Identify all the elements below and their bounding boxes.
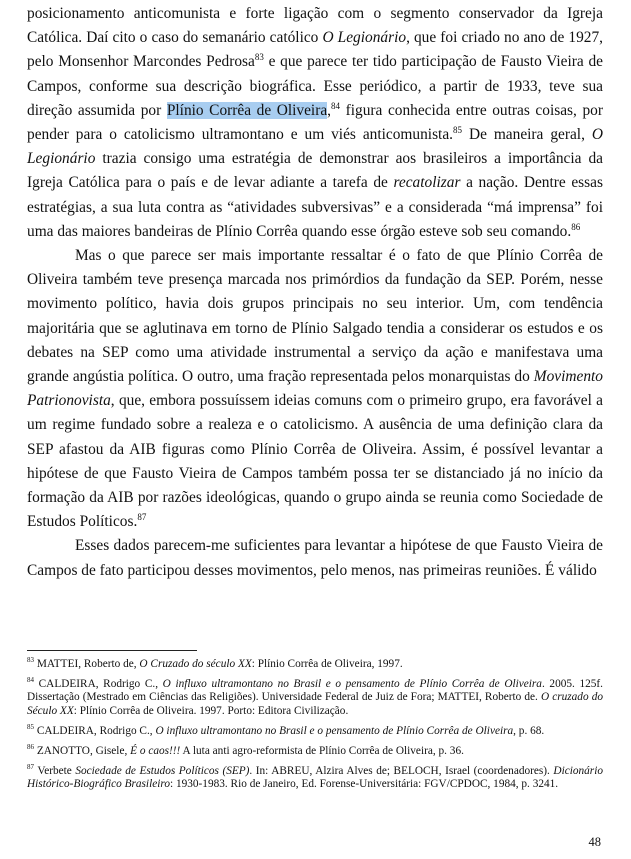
- emphasis-term: recatolizar: [393, 174, 461, 192]
- footnote-83: $^{83}$ MATTEI, Roberto de, O Cruzado do século XX: Plínio Corrêa de Oliveira, 1997.: [27, 656, 403, 670]
- footnote-85: $^{85}$ CALDEIRA, Rodrigo C., O influxo ultramontano no Brasil e o pensamento de Plínio Corrêa de Oliveira, p. 68.: [27, 723, 545, 737]
- footnote-87: $^{87}$ Verbete Sociedade de Estudos Políticos (SEP). In: ABREU, Alzira Alves de; BELOCH, Israel (coordenadores). Dicionário Histórico-Biográfico Brasileiro: 1930-1983. Rio de Janeiro, Ed. Forense-Universitária: FGV/CPDOC, 1984, p. 3241.: [27, 763, 603, 791]
- page-number: 48: [588, 835, 601, 849]
- publication-title: O Legionário: [322, 29, 407, 47]
- footnote-divider: [27, 650, 197, 651]
- footnote-ref-86[interactable]: 86: [571, 221, 581, 232]
- selected-text[interactable]: Plínio Corrêa de Oliveira: [166, 101, 328, 119]
- footnote-ref-87[interactable]: 87: [137, 512, 147, 523]
- footnote-84: $^{84}$ CALDEIRA, Rodrigo C., O influxo ultramontano no Brasil e o pensamento de Plínio Corrêa de Oliveira. 2005. 125f. Dissertação (Mestrado em Ciências das Religiões). Universidade Federal de Juiz de Fora; MATTEI, Roberto de. O cruzado do Século XX: Plínio Corrêa de Oliveira. 1997. Porto: Editora Civilização.: [27, 676, 603, 717]
- paragraph-1: posicionamento anticomunista e forte ligação com o segmento conservador da Igreja Católica. Daí cito o caso do semanário católico O Legionário, que foi criado no ano de 1927, pelo Monsenhor Marcondes Pedrosa$^{83}$ e que parece ter tido participação de Fausto Vieira de Campos, conforme sua descrição biográfica. Esse periódico, a partir de 1933, teve sua direção assumida por Plínio Corrêa de Oliveira,$^{84}$ figura conhecida entre outras coisas, por pender para o catolicismo ultramontano e um viés anticomunista.$^{85}$ De maneira geral, O Legionário trazia consigo uma estratégia de demonstrar aos brasileiros a importância da Igreja Católica para o país e de levar adiante a tarefa de recatolizar a nação. Dentre essas estratégias, a sua luta contra as “atividades subversivas” e a considerada “má imprensa” foi uma das maiores bandeiras de Plínio Corrêa quando esse órgão esteve sob seu comando.$^{86}$: [27, 5, 603, 240]
- body-text: [27, 2, 603, 583]
- publication-title: O Legionário: [27, 126, 603, 168]
- footnote-ref-85[interactable]: 85: [453, 124, 463, 135]
- footnote-ref-83[interactable]: 83: [254, 52, 264, 63]
- footnote-ref-84[interactable]: 84: [331, 100, 341, 111]
- paragraph-3: Esses dados parecem-me suficientes para levantar a hipótese de que Fausto Vieira de Campos de fato participou desses movimentos, pelo menos, nas primeiras reuniões. É válido: [27, 537, 603, 579]
- movement-name: Movimento Patrionovista: [27, 368, 603, 410]
- footnote-86: $^{86}$ ZANOTTO, Gisele, É o caos!!! A luta anti agro-reformista de Plínio Corrêa de Oliveira, p. 36.: [27, 743, 464, 758]
- footnotes: [27, 658, 603, 799]
- paragraph-2: Mas o que parece ser mais importante ressaltar é o fato de que Plínio Corrêa de Oliveira também teve presença marcada nos primórdios da fundação da SEP. Porém, nesse movimento político, havia dois grupos principais no seu interior. Um, com tendência majoritária que se aglutinava em torno de Plínio Salgado tendia a considerar os estudos e os debates na SEP como uma atividade instrumental a serviço da ação e manifestava uma grande angústia política. O outro, uma fração representada pelos monarquistas do Movimento Patrionovista, que, embora possuíssem ideias comuns com o primeiro grupo, era favorável a um regime fundado sobre a realeza e o catolicismo. A ausência de uma definição clara da SEP afastou da AIB figuras como Plínio Corrêa de Oliveira. Assim, é possível levantar a hipótese de que Fausto Vieira de Campos também possa ter se distanciado já no início da formação da AIB por razões ideológicas, quando o grupo ainda se reunia como Sociedade de Estudos Políticos.$^{87}$: [27, 247, 603, 531]
